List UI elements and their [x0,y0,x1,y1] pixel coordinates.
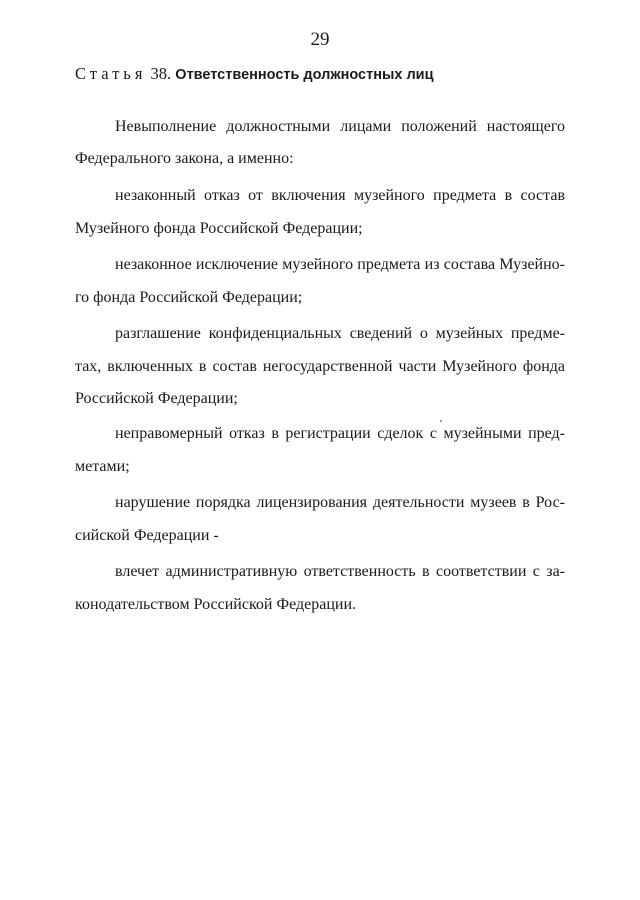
body-line: Федерального закона, а именно: [75,150,294,167]
article-number: 38. [150,64,172,83]
body-line: Российской Федерации; [75,390,238,407]
article-prefix: Статья [75,64,147,83]
body-line: метами; [75,458,130,475]
body-line: Музейного фонда Российской Федерации; [75,220,363,237]
body-line: тах, включенных в состав негосударственной части Музейного фонда [75,358,565,375]
body-line: неправомерный отказ в регистрации сделок с музейными пред- [115,425,565,442]
body-line: го фонда Российской Федерации; [75,289,303,306]
article-title: Ответственность должностных лиц [175,67,434,83]
body-line: нарушение порядка лицензирования деятельности музеев в Рос- [115,494,565,511]
body-line: влечет административную ответственность в соответствии с за- [115,563,565,580]
body-line: незаконный отказ от включения музейного предмета в состав [115,187,565,204]
page-number: 29 [310,29,330,50]
article-heading [75,64,433,84]
body-line: конодательством Российской Федерации. [75,596,357,613]
body-line: Невыполнение должностными лицами положений настоящего [115,118,565,135]
body-line: сийской Федерации - [75,527,219,544]
body-line: разглашение конфиденциальных сведений о музейных предме- [115,325,565,342]
body-line: незаконное исключение музейного предмета из состава Музейно- [115,256,565,273]
scan-speck [440,420,442,422]
